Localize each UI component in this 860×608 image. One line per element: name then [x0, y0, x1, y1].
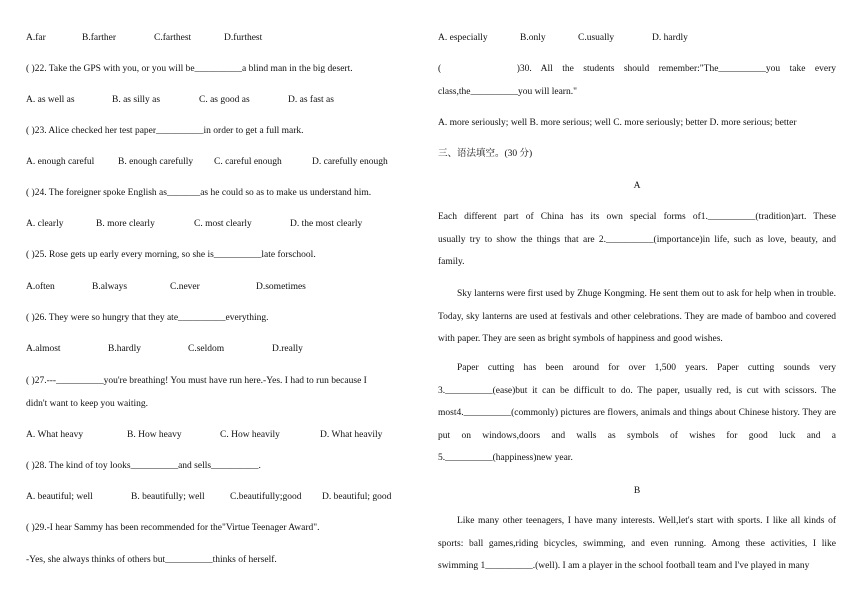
q24-stem: ( )24. The foreigner spoke English as_______as he could so as to make us understand him. [26, 188, 372, 198]
q30-options[interactable]: A. more seriously; well B. more serious; well C. more seriously; better D. more serious; better [438, 118, 797, 128]
q22-option-a[interactable]: A. as well as [26, 95, 75, 105]
q26-option-b[interactable]: B.hardly [108, 344, 141, 354]
q23-option-c[interactable]: C. careful enough [214, 157, 282, 167]
q29-option-d[interactable]: D. hardly [652, 33, 688, 43]
q22-option-b[interactable]: B. as silly as [112, 95, 161, 105]
passage-a-p3 [438, 357, 836, 470]
passage-b-label: B [633, 486, 641, 496]
q25-option-d[interactable]: D.sometimes [256, 282, 306, 292]
q24-option-c[interactable]: C. most clearly [194, 219, 252, 229]
q27-option-d[interactable]: D. What heavily [320, 430, 383, 440]
q22-option-d[interactable]: D. as fast as [288, 95, 334, 105]
q23-stem: ( )23. Alice checked her test paper__________in order to get a full mark. [26, 126, 304, 136]
q30-stem-line-1: ( )30. All the students should remember:"The__________you take every [438, 64, 836, 74]
q21-option-a[interactable]: A.far [26, 33, 46, 43]
passage-b-p1-text: Like many other teenagers, I have many interests. Well,let's start with sports. I like all kinds of sports: ball games,riding bicycles, swimming, and even running. Among these activities, I like swimming 1__________.(well). I am a player in the school football team and I've played in many [438, 516, 836, 572]
passage-a-p2 [438, 283, 836, 351]
section-title: 三、语法填空。(30 分) [438, 149, 533, 159]
q26-option-c[interactable]: C.seldom [188, 344, 225, 354]
q26-stem: ( )26. They were so hungry that they ate__________everything. [26, 313, 269, 323]
q28-option-a[interactable]: A. beautiful; well [26, 492, 93, 502]
q27-option-b[interactable]: B. How heavy [127, 430, 182, 440]
q25-option-b[interactable]: B.always [92, 282, 128, 292]
q26-option-d[interactable]: D.really [272, 344, 303, 354]
q25-stem: ( )25. Rose gets up early every morning, so she is__________late forschool. [26, 250, 316, 260]
q21-option-d[interactable]: D.furthest [224, 33, 263, 43]
q26-option-a[interactable]: A.almost [26, 344, 61, 354]
q29-option-c[interactable]: C.usually [578, 33, 615, 43]
q29-option-a[interactable]: A. especially [438, 33, 488, 43]
q21-option-c[interactable]: C.farthest [154, 33, 192, 43]
q23-option-d[interactable]: D. carefully enough [312, 157, 388, 167]
q29-stem-line-2: -Yes, she always thinks of others but__________thinks of herself. [26, 555, 277, 565]
q23-option-a[interactable]: A. enough careful [26, 157, 95, 167]
q22-stem: ( )22. Take the GPS with you, or you will be__________a blind man in the big desert. [26, 64, 353, 74]
q24-option-a[interactable]: A. clearly [26, 219, 64, 229]
q23-option-b[interactable]: B. enough carefully [118, 157, 194, 167]
q28-option-b[interactable]: B. beautifully; well [131, 492, 205, 502]
passage-a-p1-line-3: family. [438, 257, 465, 267]
q21-option-b[interactable]: B.farther [82, 33, 117, 43]
q24-option-d[interactable]: D. the most clearly [290, 219, 363, 229]
passage-a-label: A [633, 181, 641, 191]
q24-option-b[interactable]: B. more clearly [96, 219, 155, 229]
q28-option-c[interactable]: C.beautifully;good [230, 492, 302, 502]
passage-b-p1 [438, 510, 836, 578]
q27-stem-line-1: ( )27.---__________you're breathing! You must have run here.-Yes. I had to run because I [26, 376, 367, 386]
q27-option-c[interactable]: C. How heavily [220, 430, 280, 440]
passage-a-p1-line-2: usually try to show the things that are 2.__________(importance)in life, such as love, beauty, and [438, 235, 836, 245]
q27-stem-line-2: didn't want to keep you waiting. [26, 399, 149, 409]
q28-stem: ( )28. The kind of toy looks__________and sells__________. [26, 461, 261, 471]
q30-stem-line-2: class,the__________you will learn." [438, 87, 577, 97]
q28-option-d[interactable]: D. beautiful; good [322, 492, 392, 502]
passage-a-p2-text: Sky lanterns were first used by Zhuge Kongming. He sent them out to ask for help when in trouble. Today, sky lanterns are used at festivals and other celebrations. They are made of bamboo and covered with paper. They are seen as bright symbols of happiness and good wishes. [438, 289, 836, 345]
q22-option-c[interactable]: C. as good as [199, 95, 250, 105]
q25-option-c[interactable]: C.never [170, 282, 200, 292]
passage-a-p1-line-1: Each different part of China has its own special forms of1.__________(tradition)art. These [438, 212, 836, 222]
passage-a-p3-text: Paper cutting has been around for over 1,500 years. Paper cutting sounds very 3.__________(ease)but it can be difficult to do. The paper, usually red, is cut with scissors. The most4.__________(commonly) pictures are flowers, animals and things about Chinese history. They are put on windows,doors and walls as symbols of wishes for good luck and a 5.__________(happiness)new year. [438, 363, 836, 464]
q29-stem-line-1: ( )29.-I hear Sammy has been recommended for the"Virtue Teenager Award". [26, 523, 320, 533]
q29-option-b[interactable]: B.only [520, 33, 546, 43]
q27-option-a[interactable]: A. What heavy [26, 430, 84, 440]
q25-option-a[interactable]: A.often [26, 282, 55, 292]
